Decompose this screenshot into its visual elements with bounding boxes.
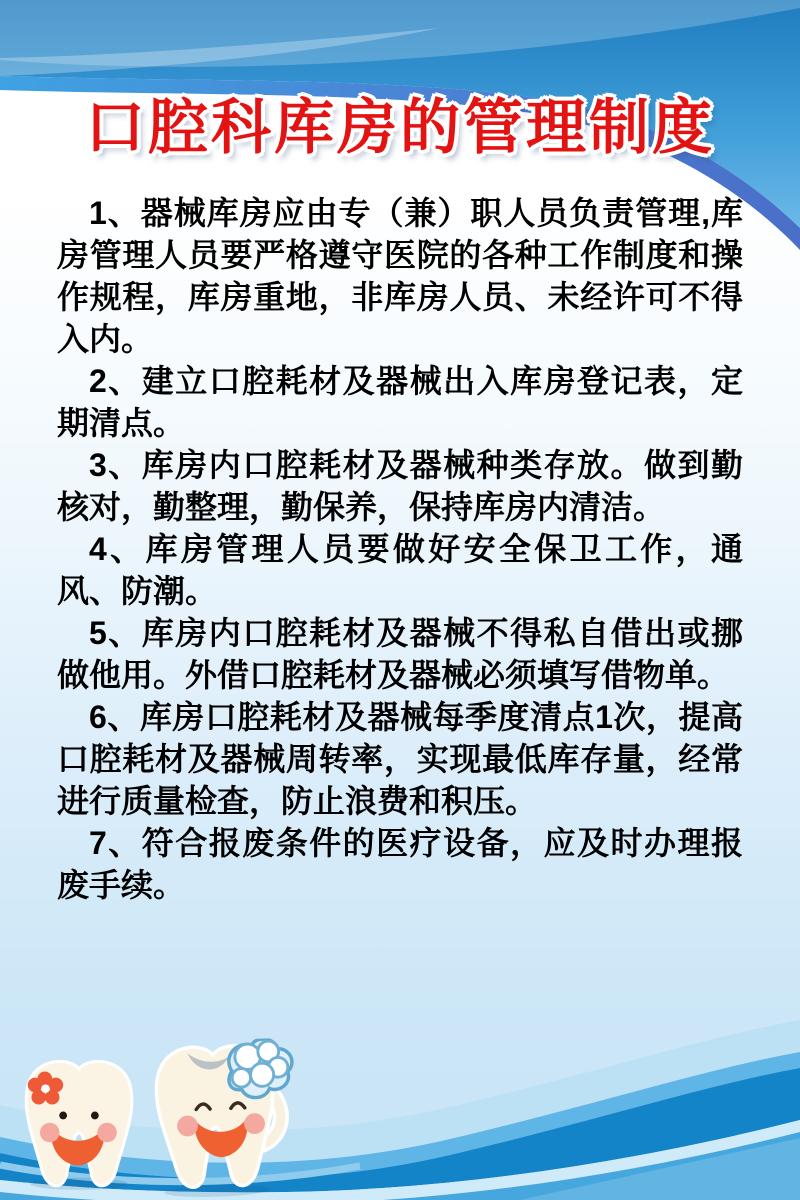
rule-paragraph-6: 6、库房口腔耗材及器械每季度清点1次，提高口腔耗材及器械周转率，实现最低库存量，经常进行质量检查，防止浪费和积压。 (57, 699, 743, 819)
tooth-mascot-bubbles (145, 1037, 298, 1200)
tooth-mascot-flower (18, 1058, 140, 1190)
left-cheek (40, 1123, 60, 1143)
left-eye (59, 1112, 67, 1120)
rule-paragraph-1: 1、器械库房应由专（兼）职人员负责管理,库房管理人员要严格遵守医院的各种工作制度和操作规程，库房重地，非库房人员、未经许可不得入内。 (57, 195, 743, 357)
rule-paragraph-7: 7、符合报废条件的医疗设备，应及时办理报废手续。 (57, 825, 743, 903)
rule-paragraph-5: 5、库房内口腔耗材及器械不得私自借出或挪做他用。外借口腔耗材及器械必须填写借物单。 (57, 615, 743, 693)
bubbles-icon (228, 1038, 294, 1099)
rules-list (57, 192, 743, 906)
tooth-shadow (164, 1183, 271, 1198)
right-eye (91, 1112, 99, 1120)
rule-paragraph-2: 2、建立口腔耗材及器械出入库房登记表，定期清点。 (57, 363, 743, 441)
right-cheek (97, 1123, 117, 1143)
rule-paragraph-4: 4、库房管理人员要做好安全保卫工作，通风、防潮。 (57, 531, 743, 609)
page-title: 口腔科库房的管理制度 (85, 94, 715, 161)
rule-paragraph-3: 3、库房内口腔耗材及器械种类存放。做到勤核对，勤整理，勤保养，保持库房内清洁。 (57, 447, 743, 525)
